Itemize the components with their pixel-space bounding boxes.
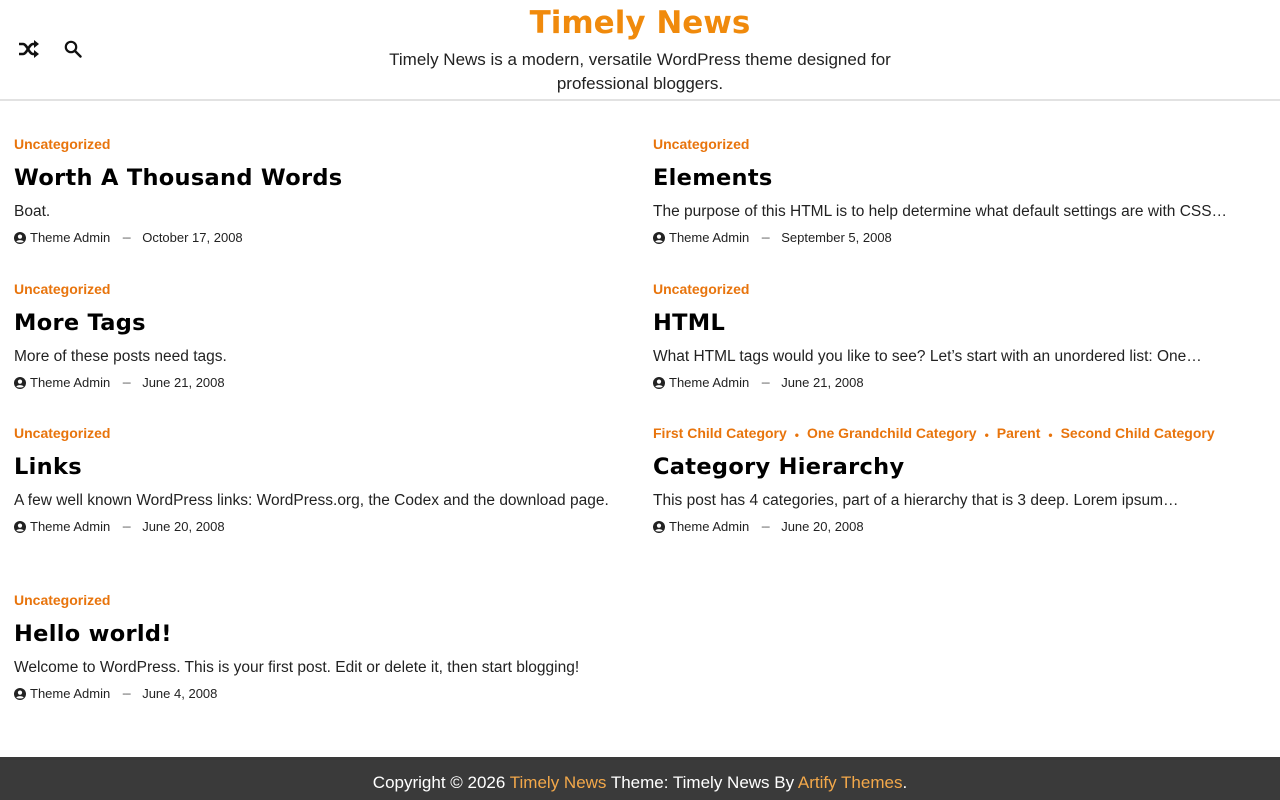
category-separator-dot: •	[794, 428, 799, 442]
post-meta	[653, 230, 1263, 246]
meta-separator: ---	[761, 377, 770, 389]
meta-separator: ---	[761, 232, 770, 244]
post-excerpt: The purpose of this HTML is to help determine what default settings are with CSS…	[653, 203, 1228, 220]
post-categories	[14, 134, 624, 154]
post-title[interactable]: Links	[14, 454, 82, 480]
post-title[interactable]: Category Hierarchy	[653, 454, 905, 480]
user-circle-icon	[14, 377, 26, 389]
post-meta	[653, 375, 1263, 391]
post-categories	[653, 134, 1263, 154]
site-description: Timely News is a modern, versatile WordPress theme designed for professional bloggers.	[389, 50, 891, 93]
post-meta	[14, 519, 624, 535]
post-title[interactable]: Elements	[653, 165, 773, 191]
category-link[interactable]: Uncategorized	[14, 425, 111, 441]
site-branding	[340, 4, 940, 96]
site-header	[0, 0, 1280, 101]
meta-separator: ---	[122, 232, 131, 244]
header-icons	[18, 38, 84, 60]
post-card	[14, 134, 624, 246]
post-date[interactable]: September 5, 2008	[781, 230, 892, 245]
post-card	[653, 279, 1263, 391]
post-card	[653, 423, 1263, 535]
post-excerpt: This post has 4 categories, part of a hierarchy that is 3 deep. Lorem ipsum…	[653, 492, 1179, 509]
post-card	[14, 279, 624, 391]
category-link[interactable]: First Child Category	[653, 425, 787, 441]
post-author[interactable]: Theme Admin	[30, 230, 111, 245]
category-link[interactable]: Uncategorized	[14, 592, 111, 608]
post-excerpt: A few well known WordPress links: WordPress.org, the Codex and the download page.	[14, 492, 609, 509]
post-title[interactable]: More Tags	[14, 310, 146, 336]
post-title[interactable]: Hello world!	[14, 621, 172, 647]
user-circle-icon	[653, 521, 665, 533]
meta-separator: ---	[122, 521, 131, 533]
meta-separator: ---	[761, 521, 770, 533]
post-meta	[14, 230, 624, 246]
meta-separator: ---	[122, 377, 131, 389]
post-excerpt: What HTML tags would you like to see? Let’s start with an unordered list: One…	[653, 348, 1202, 365]
footer-period: .	[902, 773, 908, 792]
post-categories	[14, 279, 624, 299]
post-meta	[14, 375, 624, 391]
category-link[interactable]: Uncategorized	[653, 281, 750, 297]
post-meta	[14, 686, 624, 702]
post-author[interactable]: Theme Admin	[30, 686, 111, 701]
post-date[interactable]: October 17, 2008	[142, 230, 243, 245]
post-card	[14, 423, 624, 535]
category-link[interactable]: Uncategorized	[653, 136, 750, 152]
post-card	[14, 590, 624, 702]
user-circle-icon	[653, 377, 665, 389]
theme-credit-text: Theme: Timely News By	[610, 773, 795, 792]
post-date[interactable]: June 21, 2008	[781, 375, 864, 390]
user-circle-icon	[653, 232, 665, 244]
site-title[interactable]: Timely News	[529, 5, 751, 41]
user-circle-icon	[14, 232, 26, 244]
post-excerpt: Welcome to WordPress. This is your first post. Edit or delete it, then start blogging!	[14, 659, 580, 676]
post-categories	[653, 279, 1263, 299]
copyright-text: Copyright © 2026	[372, 773, 506, 792]
category-separator-dot: •	[1048, 428, 1053, 442]
site-footer	[0, 757, 1280, 800]
user-circle-icon	[14, 688, 26, 700]
shuffle-icon[interactable]	[18, 38, 40, 60]
post-title[interactable]: HTML	[653, 310, 726, 336]
category-link[interactable]: Parent	[996, 425, 1041, 441]
post-author[interactable]: Theme Admin	[669, 519, 750, 534]
post-categories	[14, 423, 624, 443]
meta-separator: ---	[122, 688, 131, 700]
post-author[interactable]: Theme Admin	[669, 375, 750, 390]
category-link[interactable]: One Grandchild Category	[807, 425, 977, 441]
post-excerpt: More of these posts need tags.	[14, 348, 227, 365]
search-icon[interactable]	[62, 38, 84, 60]
post-meta	[653, 519, 1263, 535]
category-link[interactable]: Uncategorized	[14, 136, 111, 152]
post-excerpt: Boat.	[14, 203, 51, 220]
category-separator-dot: •	[984, 428, 989, 442]
post-title[interactable]: Worth A Thousand Words	[14, 165, 343, 191]
post-date[interactable]: June 4, 2008	[142, 686, 218, 701]
user-circle-icon	[14, 521, 26, 533]
post-categories	[653, 423, 1263, 443]
category-link[interactable]: Uncategorized	[14, 281, 111, 297]
post-card	[653, 134, 1263, 246]
post-author[interactable]: Theme Admin	[30, 519, 111, 534]
post-date[interactable]: June 20, 2008	[142, 519, 225, 534]
category-link[interactable]: Second Child Category	[1060, 425, 1215, 441]
post-categories	[14, 590, 624, 610]
post-date[interactable]: June 20, 2008	[781, 519, 864, 534]
footer-theme-author-link[interactable]: Artify Themes	[797, 773, 903, 792]
post-date[interactable]: June 21, 2008	[142, 375, 225, 390]
footer-site-link[interactable]: Timely News	[509, 773, 607, 792]
post-author[interactable]: Theme Admin	[30, 375, 111, 390]
post-author[interactable]: Theme Admin	[669, 230, 750, 245]
